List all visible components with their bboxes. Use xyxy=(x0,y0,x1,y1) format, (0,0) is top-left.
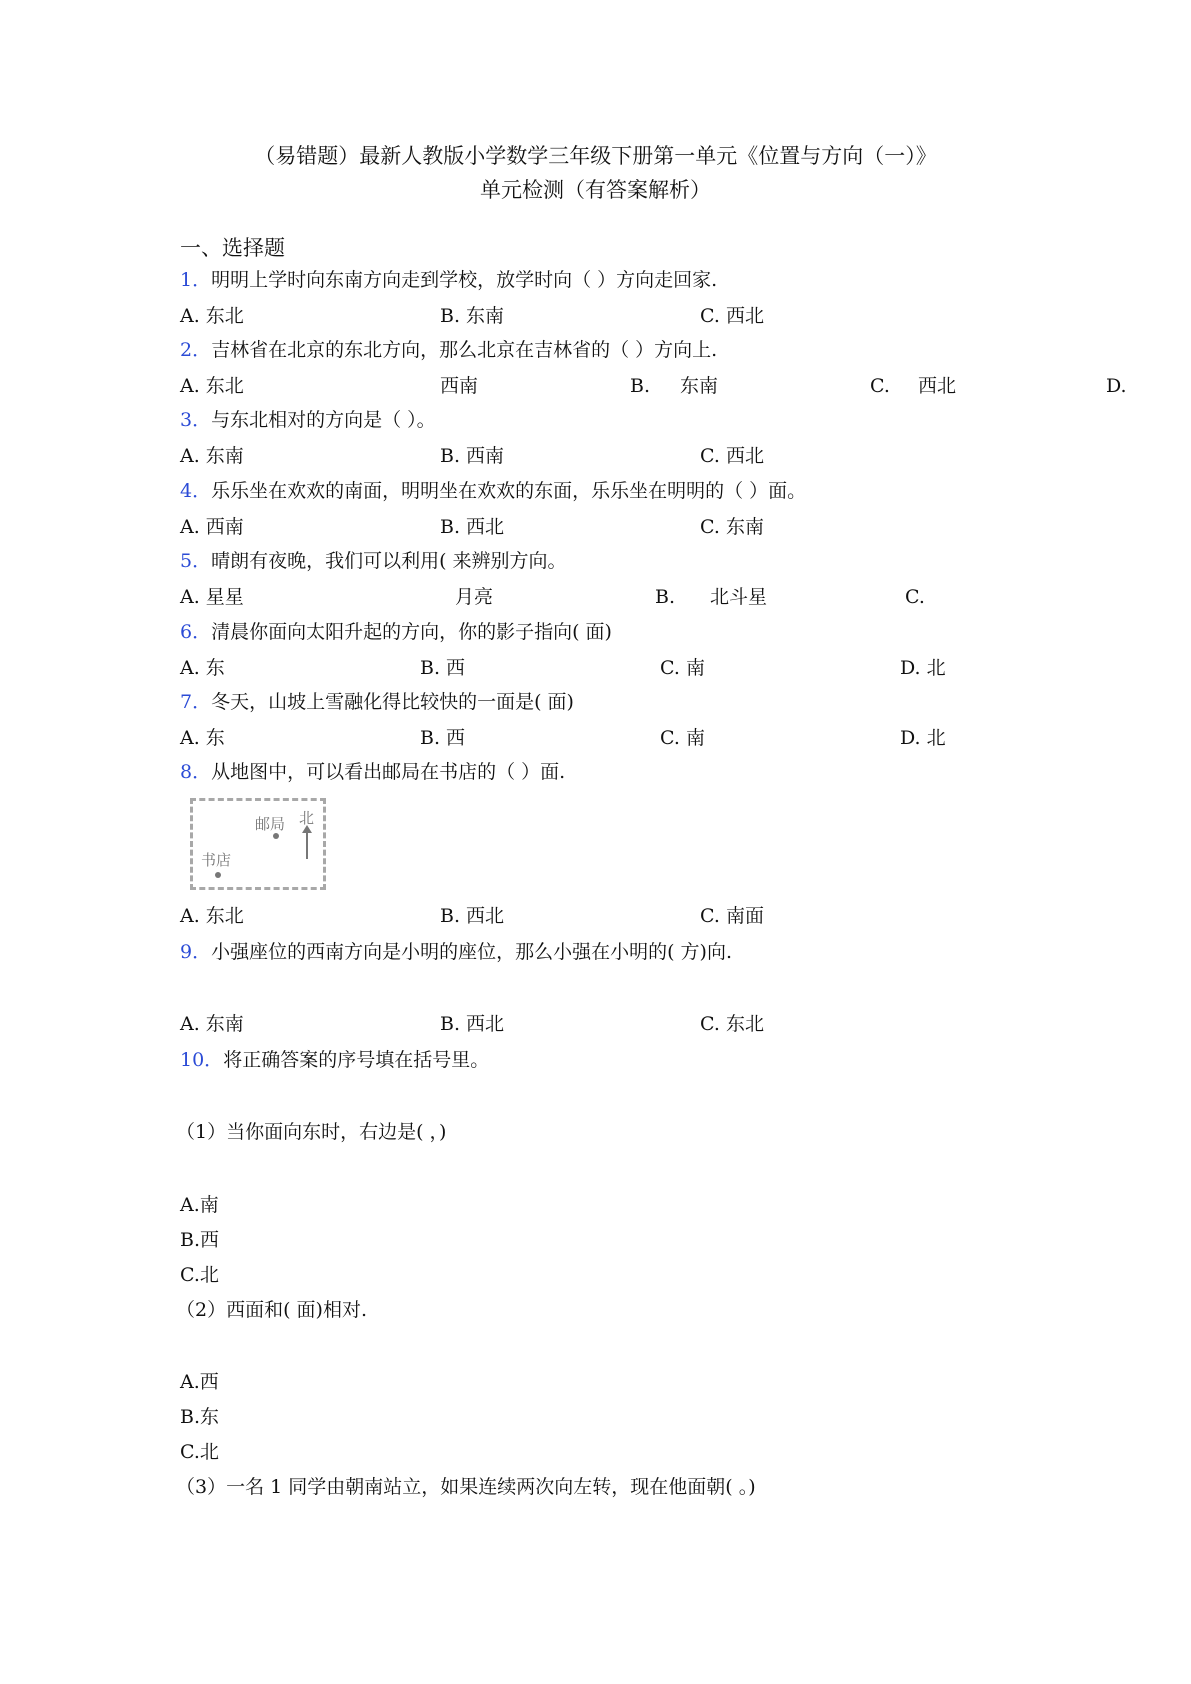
option-c[interactable]: C. 西北 xyxy=(700,445,764,467)
question-3 xyxy=(180,408,436,432)
question-number: 4． xyxy=(180,480,212,502)
option-text: 东南 xyxy=(680,375,719,397)
question-2 xyxy=(180,338,717,362)
question-6 xyxy=(180,620,612,644)
question-text: 将正确答案的序号填在括号里。 xyxy=(223,1049,490,1071)
question-number: 5． xyxy=(180,550,212,572)
question-9 xyxy=(180,940,732,964)
option-b[interactable]: B.西 xyxy=(180,1229,220,1251)
option-a[interactable]: A.南 xyxy=(180,1194,219,1216)
option-c[interactable]: C. 东南 xyxy=(700,516,764,538)
question-number: 2． xyxy=(180,339,212,361)
option-a[interactable]: A. 东 xyxy=(180,727,225,749)
question-4 xyxy=(180,479,806,503)
option-a[interactable]: A. 星星 xyxy=(180,586,244,608)
option-d[interactable]: D. xyxy=(1106,375,1127,397)
option-c[interactable]: C. 南面 xyxy=(700,905,764,927)
question-8 xyxy=(180,760,565,784)
option-b[interactable]: B. 西北 xyxy=(440,905,505,927)
question-text: 晴朗有夜晚，我们可以利用( 来辨别方向。 xyxy=(211,550,567,572)
question-7 xyxy=(180,690,574,714)
sub-question-1: （1）当你面向东时，右边是( ，) xyxy=(176,1121,447,1143)
option-a[interactable]: A. 东北 xyxy=(180,375,244,397)
option-d[interactable]: D. 北 xyxy=(900,657,946,679)
question-number: 9． xyxy=(180,941,212,963)
option-text: 北斗星 xyxy=(710,586,768,608)
question-number: 6． xyxy=(180,621,212,643)
option-c[interactable]: C.北 xyxy=(180,1264,219,1286)
option-b[interactable]: B. 东南 xyxy=(440,305,505,327)
question-number: 3． xyxy=(180,409,212,431)
question-text: 吉林省在北京的东北方向，那么北京在吉林省的（ ）方向上. xyxy=(211,339,718,361)
option-b[interactable]: B. 西南 xyxy=(440,445,505,467)
question-number: 7． xyxy=(180,691,212,713)
option-b[interactable]: B. 西北 xyxy=(440,516,505,538)
option-a[interactable]: A. 东 xyxy=(180,657,225,679)
option-c[interactable]: C.北 xyxy=(180,1441,219,1463)
option-a[interactable]: A. 东南 xyxy=(180,1013,244,1035)
option-c[interactable]: C. 东北 xyxy=(700,1013,764,1035)
option-b[interactable]: B.东 xyxy=(180,1406,220,1428)
option-b[interactable]: B. xyxy=(655,586,676,608)
page-title-line-1: （易错题）最新人教版小学数学三年级下册第一单元《位置与方向（一）》 xyxy=(254,144,937,168)
option-b[interactable]: B. xyxy=(630,375,651,397)
option-a[interactable]: A. 东北 xyxy=(180,905,244,927)
question-number: 1． xyxy=(180,269,212,291)
option-c[interactable]: C. 西北 xyxy=(700,305,764,327)
option-b[interactable]: B. 西北 xyxy=(440,1013,505,1035)
question-1 xyxy=(180,268,717,292)
question-number: 10． xyxy=(180,1049,224,1071)
question-text: 与东北相对的方向是（ ）。 xyxy=(211,409,436,431)
map-label-post-office: 邮局 xyxy=(255,815,286,833)
option-a[interactable]: A. 东北 xyxy=(180,305,244,327)
map-label-north: 北 xyxy=(299,809,315,827)
section-heading: 一、选择题 xyxy=(180,236,285,260)
option-a[interactable]: A.西 xyxy=(180,1371,219,1393)
direction-map xyxy=(190,798,326,890)
north-arrow-shaft xyxy=(306,831,308,859)
question-text: 从地图中，可以看出邮局在书店的（ ）面. xyxy=(211,761,566,783)
option-c[interactable]: C. 南 xyxy=(660,727,705,749)
option-a[interactable]: A. 东南 xyxy=(180,445,244,467)
question-text: 明明上学时向东南方向走到学校，放学时向（ ）方向走回家. xyxy=(211,269,718,291)
post-office-marker xyxy=(273,833,279,839)
option-d[interactable]: D. 北 xyxy=(900,727,946,749)
question-text: 清晨你面向太阳升起的方向，你的影子指向( 面) xyxy=(211,621,612,643)
option-text: 西南 xyxy=(440,375,479,397)
sub-question-2: （2）西面和( 面)相对. xyxy=(176,1299,367,1321)
option-b[interactable]: B. 西 xyxy=(420,657,466,679)
option-c[interactable]: C. xyxy=(905,586,925,608)
option-c[interactable]: C. 南 xyxy=(660,657,705,679)
question-text: 小强座位的西南方向是小明的座位，那么小强在小明的( 方)向. xyxy=(211,941,732,963)
bookstore-marker xyxy=(215,872,221,878)
question-number: 8． xyxy=(180,761,212,783)
question-text: 冬天，山坡上雪融化得比较快的一面是( 面) xyxy=(211,691,574,713)
page-title-line-2: 单元检测（有答案解析） xyxy=(480,178,711,202)
option-a[interactable]: A. 西南 xyxy=(180,516,244,538)
sub-question-3: （3）一名 1 同学由朝南站立，如果连续两次向左转，现在他面朝( 。) xyxy=(176,1476,756,1498)
option-c[interactable]: C. xyxy=(870,375,890,397)
map-label-bookstore: 书店 xyxy=(201,851,232,869)
question-text: 乐乐坐在欢欢的南面，明明坐在欢欢的东面，乐乐坐在明明的（ ）面。 xyxy=(211,480,807,502)
option-b[interactable]: B. 西 xyxy=(420,727,466,749)
question-10 xyxy=(180,1048,489,1072)
question-5 xyxy=(180,549,567,573)
option-text: 西北 xyxy=(918,375,957,397)
option-text: 月亮 xyxy=(455,586,494,608)
